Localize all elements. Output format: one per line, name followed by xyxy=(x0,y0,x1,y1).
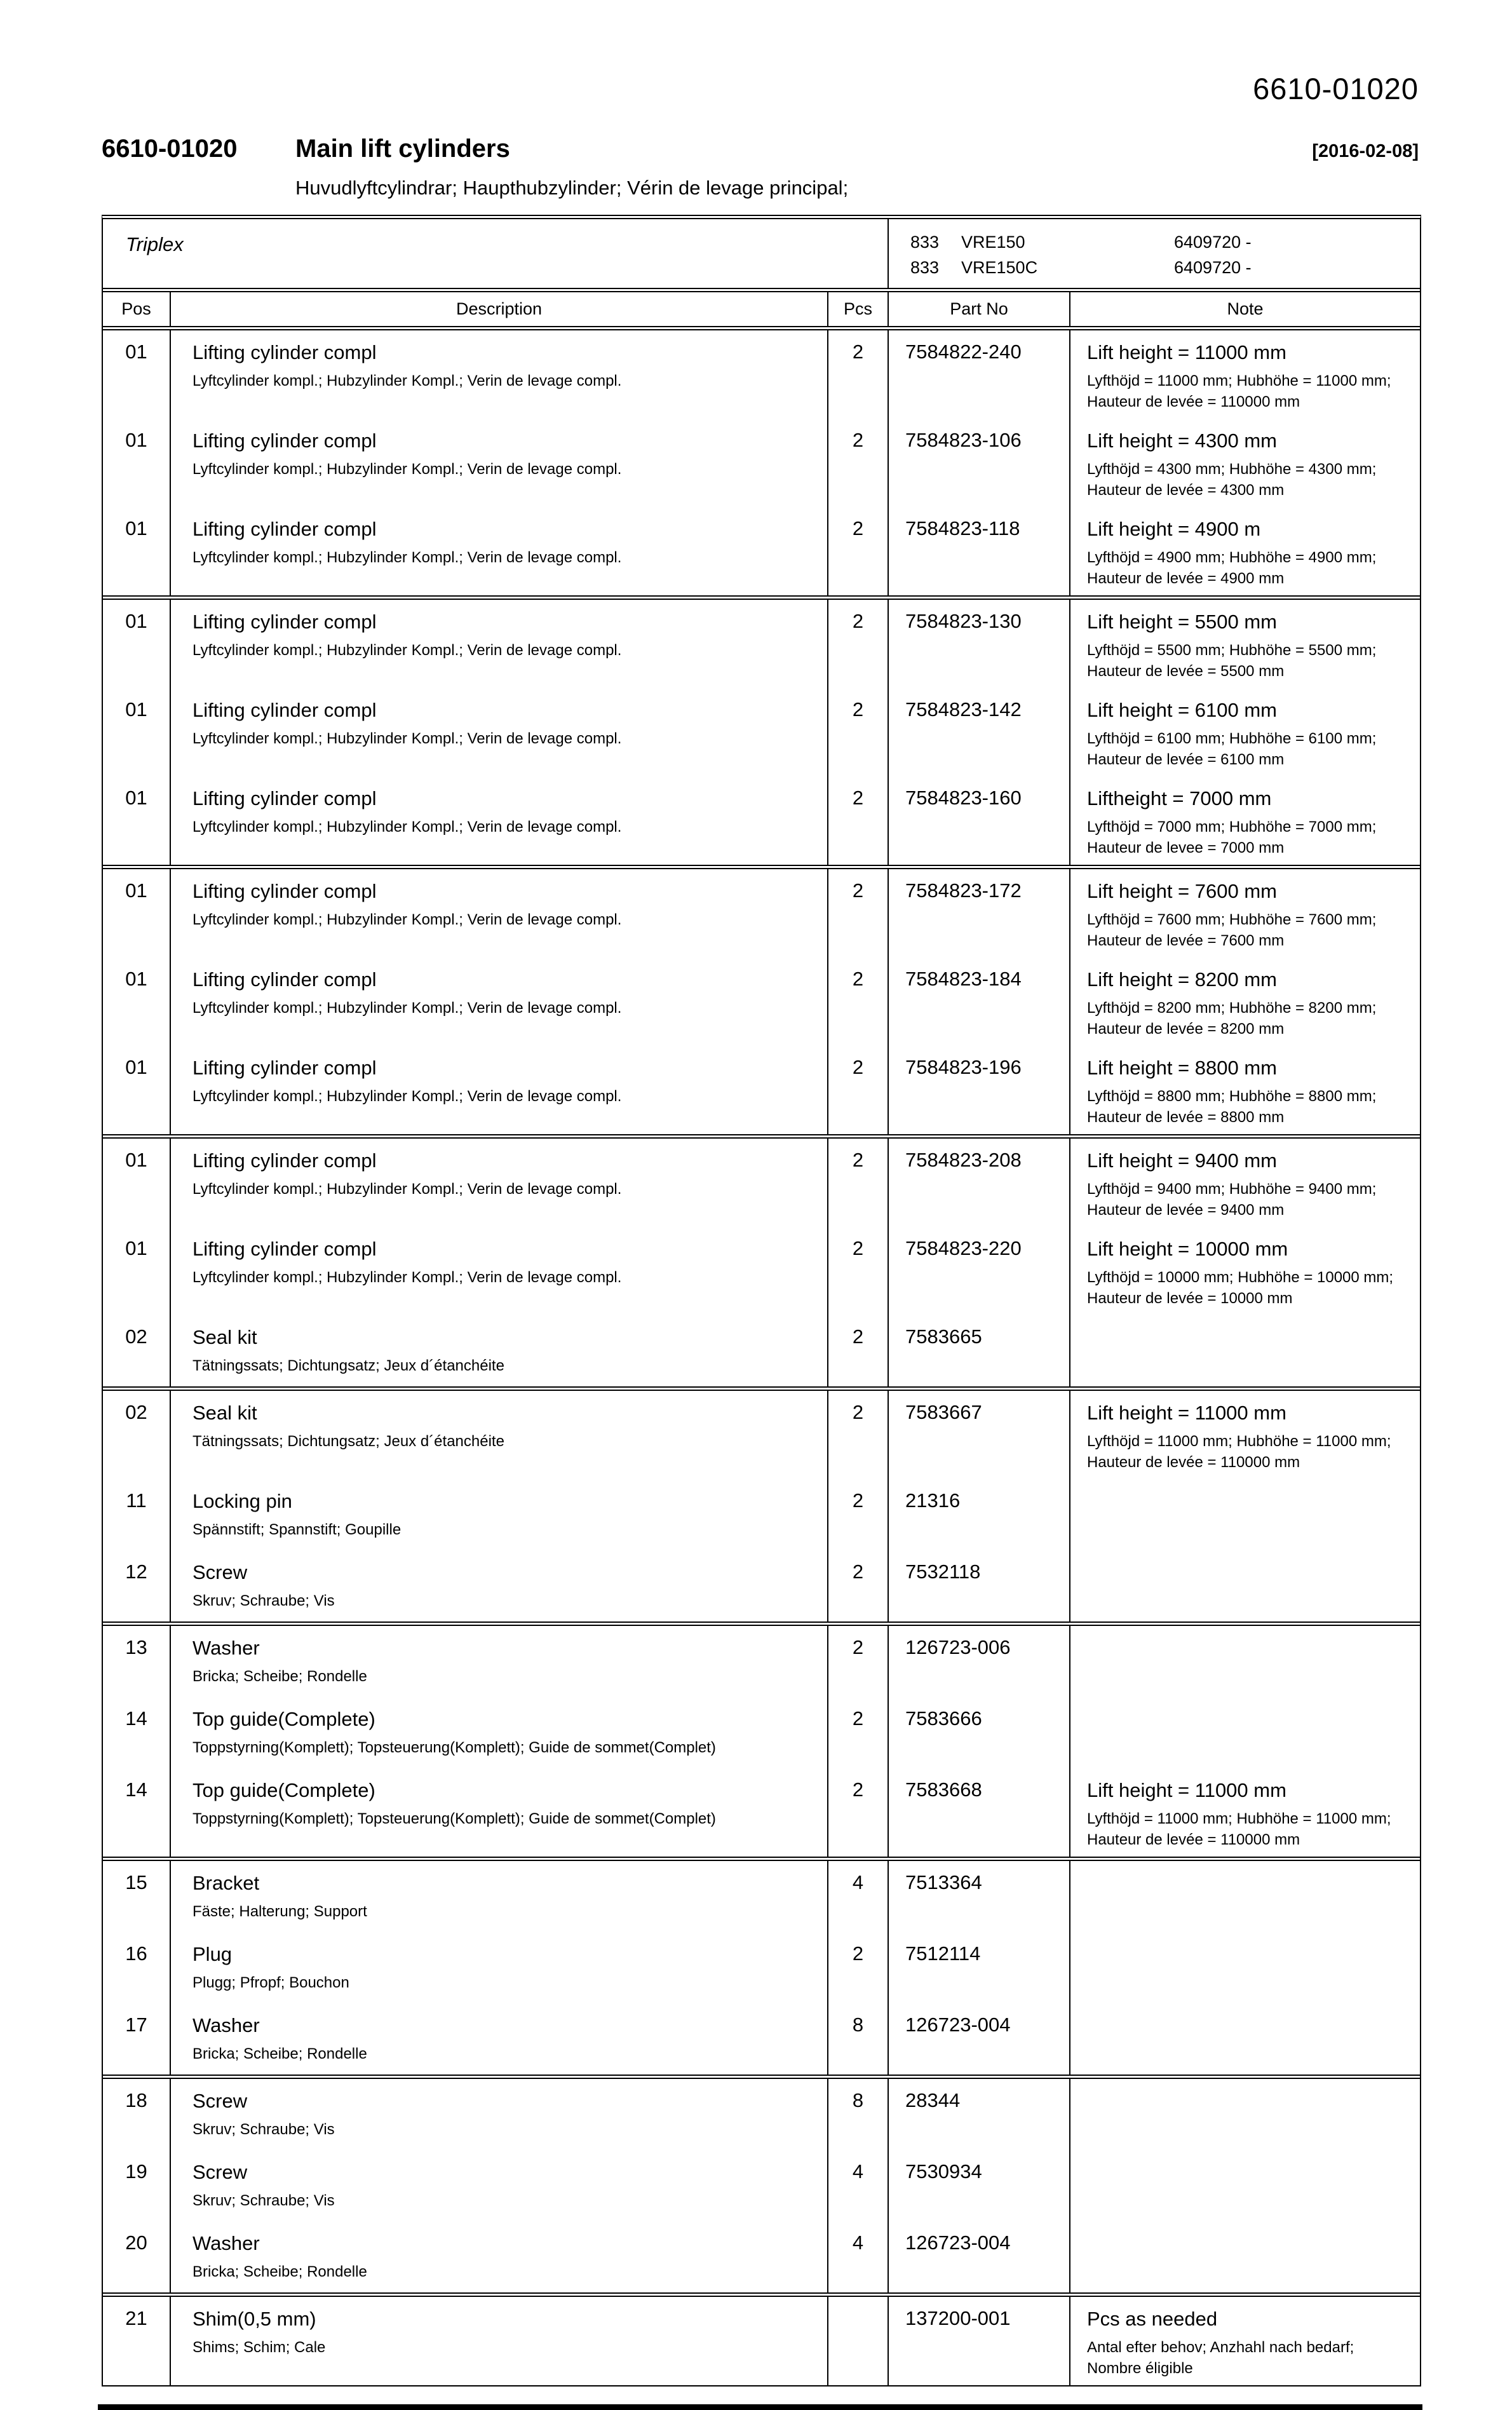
description-main: Washer xyxy=(192,2232,260,2254)
table-row xyxy=(103,1479,1420,1550)
page-reference-number: 6610-01020 xyxy=(1253,72,1419,105)
part-no-cell: 28344 xyxy=(889,2079,1070,2150)
note-cell xyxy=(1070,2221,1420,2292)
description-main: Top guide(Complete) xyxy=(192,1779,375,1801)
description-main: Screw xyxy=(192,2090,248,2112)
note-cell xyxy=(1070,1697,1420,1768)
table-row xyxy=(103,1550,1420,1621)
row-group xyxy=(103,2075,1420,2292)
pcs-cell: 4 xyxy=(828,1861,889,1932)
column-header-description: Description xyxy=(171,292,828,326)
pos-cell: 14 xyxy=(103,1768,171,1857)
description-cell xyxy=(171,330,828,419)
description-translations: Lyftcylinder kompl.; Hubzylinder Kompl.; Verin de levage compl. xyxy=(192,461,622,478)
part-no-cell: 7532118 xyxy=(889,1550,1070,1621)
description-translations: Shims; Schim; Cale xyxy=(192,2339,326,2356)
description-main: Lifting cylinder compl xyxy=(192,341,377,363)
description-main: Screw xyxy=(192,1561,248,1583)
table-row xyxy=(103,2003,1420,2075)
description-main: Screw xyxy=(192,2161,248,2183)
description-translations: Tätningssats; Dichtungsatz; Jeux d´étanchéite xyxy=(192,1433,504,1450)
note-cell xyxy=(1070,2297,1420,2385)
table-row xyxy=(103,2221,1420,2292)
pcs-cell: 2 xyxy=(828,1626,889,1697)
pos-cell: 01 xyxy=(103,958,171,1046)
description-main: Lifting cylinder compl xyxy=(192,968,377,991)
note-main: Lift height = 4300 mm xyxy=(1087,430,1277,452)
pcs-cell: 2 xyxy=(828,1227,889,1315)
pos-cell: 16 xyxy=(103,1932,171,2003)
description-translations: Lyftcylinder kompl.; Hubzylinder Kompl.; Verin de levage compl. xyxy=(192,1269,622,1286)
pcs-cell: 2 xyxy=(828,1479,889,1550)
note-main: Lift height = 4900 m xyxy=(1087,518,1261,540)
note-cell xyxy=(1070,1861,1420,1932)
description-main: Locking pin xyxy=(192,1490,292,1512)
description-translations: Lyftcylinder kompl.; Hubzylinder Kompl.; Verin de levage compl. xyxy=(192,642,622,659)
column-header-row xyxy=(103,292,1420,330)
table-row xyxy=(103,1046,1420,1134)
table-row xyxy=(103,1139,1420,1227)
part-no-cell: 7512114 xyxy=(889,1932,1070,2003)
description-translations: Toppstyrning(Komplett); Topsteuerung(Komplett); Guide de sommet(Complet) xyxy=(192,1810,716,1827)
row-group xyxy=(103,2292,1420,2385)
part-no-cell: 21316 xyxy=(889,1479,1070,1550)
description-main: Lifting cylinder compl xyxy=(192,1238,377,1260)
pcs-cell: 2 xyxy=(828,1550,889,1621)
description-cell xyxy=(171,2003,828,2075)
pos-cell: 01 xyxy=(103,330,171,419)
pcs-cell: 2 xyxy=(828,507,889,595)
pcs-cell: 8 xyxy=(828,2003,889,2075)
part-no-cell: 7584823-106 xyxy=(889,419,1070,507)
note-main: Lift height = 5500 mm xyxy=(1087,611,1277,633)
note-cell xyxy=(1070,1046,1420,1134)
table-row xyxy=(103,1932,1420,2003)
table-row xyxy=(103,958,1420,1046)
table-row xyxy=(103,600,1420,688)
description-main: Lifting cylinder compl xyxy=(192,787,377,809)
variant-serial-range: 6409720 - xyxy=(1174,233,1252,252)
part-no-cell: 7583668 xyxy=(889,1768,1070,1857)
parts-table-wrapper xyxy=(102,215,1421,2410)
pos-cell: 20 xyxy=(103,2221,171,2292)
description-cell xyxy=(171,2079,828,2150)
pos-cell: 01 xyxy=(103,1227,171,1315)
pos-cell: 18 xyxy=(103,2079,171,2150)
description-translations: Fäste; Halterung; Support xyxy=(192,1903,367,1920)
pos-cell: 01 xyxy=(103,600,171,688)
column-header-pos: Pos xyxy=(103,292,171,326)
description-main: Top guide(Complete) xyxy=(192,1708,375,1730)
variant-row xyxy=(889,255,1420,280)
table-row xyxy=(103,330,1420,419)
part-no-cell: 7583665 xyxy=(889,1315,1070,1386)
table-row xyxy=(103,1768,1420,1857)
note-translations: Lyfthöjd = 6100 mm; Hubhöhe = 6100 mm; Hauteur de levée = 6100 mm xyxy=(1087,730,1377,768)
pos-cell: 01 xyxy=(103,776,171,865)
description-main: Lifting cylinder compl xyxy=(192,699,377,721)
note-main: Liftheight = 7000 mm xyxy=(1087,787,1272,809)
description-translations: Lyftcylinder kompl.; Hubzylinder Kompl.; Verin de levage compl. xyxy=(192,372,622,389)
row-group xyxy=(103,330,1420,595)
document-number: 6610-01020 xyxy=(102,135,238,163)
description-translations: Lyftcylinder kompl.; Hubzylinder Kompl.; Verin de levage compl. xyxy=(192,818,622,836)
table-row xyxy=(103,869,1420,958)
description-cell xyxy=(171,776,828,865)
pcs-cell: 2 xyxy=(828,958,889,1046)
row-group xyxy=(103,595,1420,865)
note-cell xyxy=(1070,1479,1420,1550)
description-translations: Skruv; Schraube; Vis xyxy=(192,2121,335,2138)
note-translations: Lyfthöjd = 8800 mm; Hubhöhe = 8800 mm; Hauteur de levée = 8800 mm xyxy=(1087,1088,1377,1126)
pos-cell: 02 xyxy=(103,1315,171,1386)
variant-cell xyxy=(889,219,1420,288)
row-group xyxy=(103,1134,1420,1386)
note-main: Lift height = 10000 mm xyxy=(1087,1238,1288,1260)
note-cell xyxy=(1070,330,1420,419)
pcs-cell: 2 xyxy=(828,1315,889,1386)
description-translations: Lyftcylinder kompl.; Hubzylinder Kompl.; Verin de levage compl. xyxy=(192,549,622,566)
note-translations: Lyfthöjd = 10000 mm; Hubhöhe = 10000 mm; Hauteur de levée = 10000 mm xyxy=(1087,1269,1394,1307)
table-row xyxy=(103,507,1420,595)
model-cell xyxy=(103,219,889,288)
table-row xyxy=(103,1626,1420,1697)
description-translations: Bricka; Scheibe; Rondelle xyxy=(192,2045,367,2062)
pos-cell: 19 xyxy=(103,2150,171,2221)
description-main: Bracket xyxy=(192,1872,260,1894)
pcs-cell: 2 xyxy=(828,1768,889,1857)
part-no-cell: 7584823-142 xyxy=(889,688,1070,776)
pcs-cell: 2 xyxy=(828,330,889,419)
pcs-cell: 2 xyxy=(828,1932,889,2003)
note-cell xyxy=(1070,776,1420,865)
note-cell xyxy=(1070,1768,1420,1857)
parts-table xyxy=(102,215,1421,2386)
description-cell xyxy=(171,1479,828,1550)
variant-name: VRE150C xyxy=(961,258,1038,277)
description-translations: Skruv; Schraube; Vis xyxy=(192,1592,335,1609)
part-no-cell: 7584823-160 xyxy=(889,776,1070,865)
note-cell xyxy=(1070,2150,1420,2221)
note-translations: Lyfthöjd = 8200 mm; Hubhöhe = 8200 mm; Hauteur de levée = 8200 mm xyxy=(1087,999,1377,1038)
note-cell xyxy=(1070,958,1420,1046)
note-translations: Lyfthöjd = 4900 mm; Hubhöhe = 4900 mm; Hauteur de levée = 4900 mm xyxy=(1087,549,1377,587)
note-main: Pcs as needed xyxy=(1087,2308,1218,2330)
pcs-cell: 2 xyxy=(828,419,889,507)
pos-cell: 11 xyxy=(103,1479,171,1550)
description-translations: Tätningssats; Dichtungsatz; Jeux d´étanchéite xyxy=(192,1357,504,1374)
pcs-cell xyxy=(828,2297,889,2385)
part-no-cell: 7584823-118 xyxy=(889,507,1070,595)
pcs-cell: 2 xyxy=(828,1391,889,1479)
pos-cell: 14 xyxy=(103,1697,171,1768)
note-translations: Lyfthöjd = 7000 mm; Hubhöhe = 7000 mm; Hauteur de levee = 7000 mm xyxy=(1087,818,1377,856)
description-cell xyxy=(171,1227,828,1315)
variant-serial-range: 6409720 - xyxy=(1174,258,1252,277)
pcs-cell: 8 xyxy=(828,2079,889,2150)
description-cell xyxy=(171,1315,828,1386)
page-title: Main lift cylinders xyxy=(295,135,510,163)
note-translations: Lyfthöjd = 7600 mm; Hubhöhe = 7600 mm; Hauteur de levée = 7600 mm xyxy=(1087,911,1377,949)
part-no-cell: 7530934 xyxy=(889,2150,1070,2221)
note-translations: Lyfthöjd = 11000 mm; Hubhöhe = 11000 mm; Hauteur de levée = 110000 mm xyxy=(1087,1810,1391,1848)
table-row xyxy=(103,2150,1420,2221)
pos-cell: 01 xyxy=(103,869,171,958)
page-subtitle-translations: Huvudlyftcylindrar; Haupthubzylinder; Vérin de levage principal; xyxy=(295,177,849,199)
variant-code: 833 xyxy=(910,233,940,252)
note-cell xyxy=(1070,1391,1420,1479)
pcs-cell: 2 xyxy=(828,688,889,776)
note-main: Lift height = 11000 mm xyxy=(1087,341,1286,363)
pos-cell: 02 xyxy=(103,1391,171,1479)
column-header-part-no: Part No xyxy=(889,292,1070,326)
part-no-cell: 126723-006 xyxy=(889,1626,1070,1697)
row-group xyxy=(103,865,1420,1134)
note-main: Lift height = 11000 mm xyxy=(1087,1779,1286,1801)
table-row xyxy=(103,776,1420,865)
description-translations: Bricka; Scheibe; Rondelle xyxy=(192,1668,367,1685)
pcs-cell: 2 xyxy=(828,776,889,865)
note-translations: Lyfthöjd = 4300 mm; Hubhöhe = 4300 mm; Hauteur de levée = 4300 mm xyxy=(1087,461,1377,499)
description-main: Lifting cylinder compl xyxy=(192,611,377,633)
pos-cell: 01 xyxy=(103,1046,171,1134)
pos-cell: 13 xyxy=(103,1626,171,1697)
part-no-cell: 7584823-172 xyxy=(889,869,1070,958)
note-cell xyxy=(1070,1227,1420,1315)
part-no-cell: 137200-001 xyxy=(889,2297,1070,2385)
description-cell xyxy=(171,1139,828,1227)
description-cell xyxy=(171,1626,828,1697)
variant-row xyxy=(889,229,1420,255)
note-cell xyxy=(1070,419,1420,507)
note-main: Lift height = 8800 mm xyxy=(1087,1057,1277,1079)
note-main: Lift height = 9400 mm xyxy=(1087,1149,1277,1172)
part-no-cell: 7584823-196 xyxy=(889,1046,1070,1134)
description-translations: Lyftcylinder kompl.; Hubzylinder Kompl.; Verin de levage compl. xyxy=(192,730,622,747)
part-no-cell: 7584823-220 xyxy=(889,1227,1070,1315)
description-translations: Spännstift; Spannstift; Goupille xyxy=(192,1521,402,1538)
pcs-cell: 2 xyxy=(828,600,889,688)
description-cell xyxy=(171,507,828,595)
part-no-cell: 7584823-184 xyxy=(889,958,1070,1046)
table-row xyxy=(103,688,1420,776)
pcs-cell: 4 xyxy=(828,2150,889,2221)
note-main: Lift height = 7600 mm xyxy=(1087,880,1277,902)
part-no-cell: 126723-004 xyxy=(889,2003,1070,2075)
description-main: Seal kit xyxy=(192,1326,257,1348)
part-no-cell: 126723-004 xyxy=(889,2221,1070,2292)
description-cell xyxy=(171,1046,828,1134)
description-cell xyxy=(171,419,828,507)
note-cell xyxy=(1070,1315,1420,1386)
pos-cell: 17 xyxy=(103,2003,171,2075)
description-main: Lifting cylinder compl xyxy=(192,430,377,452)
note-cell xyxy=(1070,1626,1420,1697)
description-translations: Skruv; Schraube; Vis xyxy=(192,2192,335,2209)
table-row xyxy=(103,1861,1420,1932)
part-no-cell: 7513364 xyxy=(889,1861,1070,1932)
description-translations: Bricka; Scheibe; Rondelle xyxy=(192,2263,367,2280)
description-translations: Plugg; Pfropf; Bouchon xyxy=(192,1974,349,1991)
note-cell xyxy=(1070,1139,1420,1227)
part-no-cell: 7584823-130 xyxy=(889,600,1070,688)
part-no-cell: 7583667 xyxy=(889,1391,1070,1479)
table-row xyxy=(103,1315,1420,1386)
note-cell xyxy=(1070,869,1420,958)
note-cell xyxy=(1070,2003,1420,2075)
note-cell xyxy=(1070,600,1420,688)
column-header-note: Note xyxy=(1227,299,1264,318)
column-header-pcs: Pcs xyxy=(828,292,889,326)
description-cell xyxy=(171,1768,828,1857)
description-main: Washer xyxy=(192,2014,260,2036)
pos-cell: 21 xyxy=(103,2297,171,2385)
description-cell xyxy=(171,2297,828,2385)
description-translations: Toppstyrning(Komplett); Topsteuerung(Komplett); Guide de sommet(Complet) xyxy=(192,1739,716,1756)
pcs-cell: 2 xyxy=(828,1139,889,1227)
revision-date: [2016-02-08] xyxy=(1312,141,1419,161)
description-cell xyxy=(171,2150,828,2221)
description-cell xyxy=(171,1697,828,1768)
note-cell xyxy=(1070,1932,1420,2003)
row-group xyxy=(103,1621,1420,1857)
note-cell xyxy=(1070,2079,1420,2150)
description-translations: Lyftcylinder kompl.; Hubzylinder Kompl.; Verin de levage compl. xyxy=(192,1088,622,1105)
model-name: Triplex xyxy=(126,233,184,255)
table-row xyxy=(103,1697,1420,1768)
part-no-cell: 7583666 xyxy=(889,1697,1070,1768)
pos-cell: 01 xyxy=(103,507,171,595)
note-main: Lift height = 6100 mm xyxy=(1087,699,1277,721)
description-cell xyxy=(171,600,828,688)
pcs-cell: 2 xyxy=(828,1697,889,1768)
description-cell xyxy=(171,1932,828,2003)
description-cell xyxy=(171,869,828,958)
table-row xyxy=(103,419,1420,507)
note-main: Lift height = 8200 mm xyxy=(1087,968,1277,991)
pos-cell: 01 xyxy=(103,1139,171,1227)
note-translations: Lyfthöjd = 5500 mm; Hubhöhe = 5500 mm; Hauteur de levée = 5500 mm xyxy=(1087,642,1377,680)
note-cell xyxy=(1070,1550,1420,1621)
note-translations: Lyfthöjd = 11000 mm; Hubhöhe = 11000 mm; Hauteur de levée = 110000 mm xyxy=(1087,372,1391,410)
row-group xyxy=(103,1386,1420,1621)
description-main: Shim(0,5 mm) xyxy=(192,2308,316,2330)
description-cell xyxy=(171,1391,828,1479)
description-cell xyxy=(171,1550,828,1621)
table-row xyxy=(103,1227,1420,1315)
table-row xyxy=(103,1391,1420,1479)
description-translations: Lyftcylinder kompl.; Hubzylinder Kompl.; Verin de levage compl. xyxy=(192,911,622,928)
description-main: Seal kit xyxy=(192,1402,257,1424)
part-no-cell: 7584822-240 xyxy=(889,330,1070,419)
pos-cell: 15 xyxy=(103,1861,171,1932)
description-main: Plug xyxy=(192,1943,233,1965)
description-cell xyxy=(171,958,828,1046)
table-row xyxy=(103,2079,1420,2150)
description-cell xyxy=(171,688,828,776)
description-translations: Lyftcylinder kompl.; Hubzylinder Kompl.; Verin de levage compl. xyxy=(192,1181,622,1198)
row-group xyxy=(103,1857,1420,2075)
part-no-cell: 7584823-208 xyxy=(889,1139,1070,1227)
pcs-cell: 2 xyxy=(828,1046,889,1134)
page-bottom-rule xyxy=(98,2404,1422,2410)
note-main: Lift height = 11000 mm xyxy=(1087,1402,1286,1424)
table-body xyxy=(103,330,1420,2385)
pcs-cell: 2 xyxy=(828,869,889,958)
pos-cell: 01 xyxy=(103,688,171,776)
title-row xyxy=(102,135,1419,163)
note-translations: Lyfthöjd = 9400 mm; Hubhöhe = 9400 mm; Hauteur de levée = 9400 mm xyxy=(1087,1181,1377,1219)
description-main: Lifting cylinder compl xyxy=(192,880,377,902)
description-cell xyxy=(171,1861,828,1932)
table-row xyxy=(103,2297,1420,2385)
pos-cell: 01 xyxy=(103,419,171,507)
note-cell xyxy=(1070,507,1420,595)
description-main: Washer xyxy=(192,1637,260,1659)
pcs-cell: 4 xyxy=(828,2221,889,2292)
description-main: Lifting cylinder compl xyxy=(192,518,377,540)
note-translations: Antal efter behov; Anzhahl nach bedarf; Nombre éligible xyxy=(1087,2339,1354,2377)
description-main: Lifting cylinder compl xyxy=(192,1057,377,1079)
description-cell xyxy=(171,2221,828,2292)
variant-name: VRE150 xyxy=(961,233,1025,252)
variant-code: 833 xyxy=(910,258,940,277)
pos-cell: 12 xyxy=(103,1550,171,1621)
model-info-row xyxy=(103,219,1420,292)
note-cell xyxy=(1070,688,1420,776)
note-translations: Lyfthöjd = 11000 mm; Hubhöhe = 11000 mm; Hauteur de levée = 110000 mm xyxy=(1087,1433,1391,1471)
description-main: Lifting cylinder compl xyxy=(192,1149,377,1172)
description-translations: Lyftcylinder kompl.; Hubzylinder Kompl.; Verin de levage compl. xyxy=(192,999,622,1017)
